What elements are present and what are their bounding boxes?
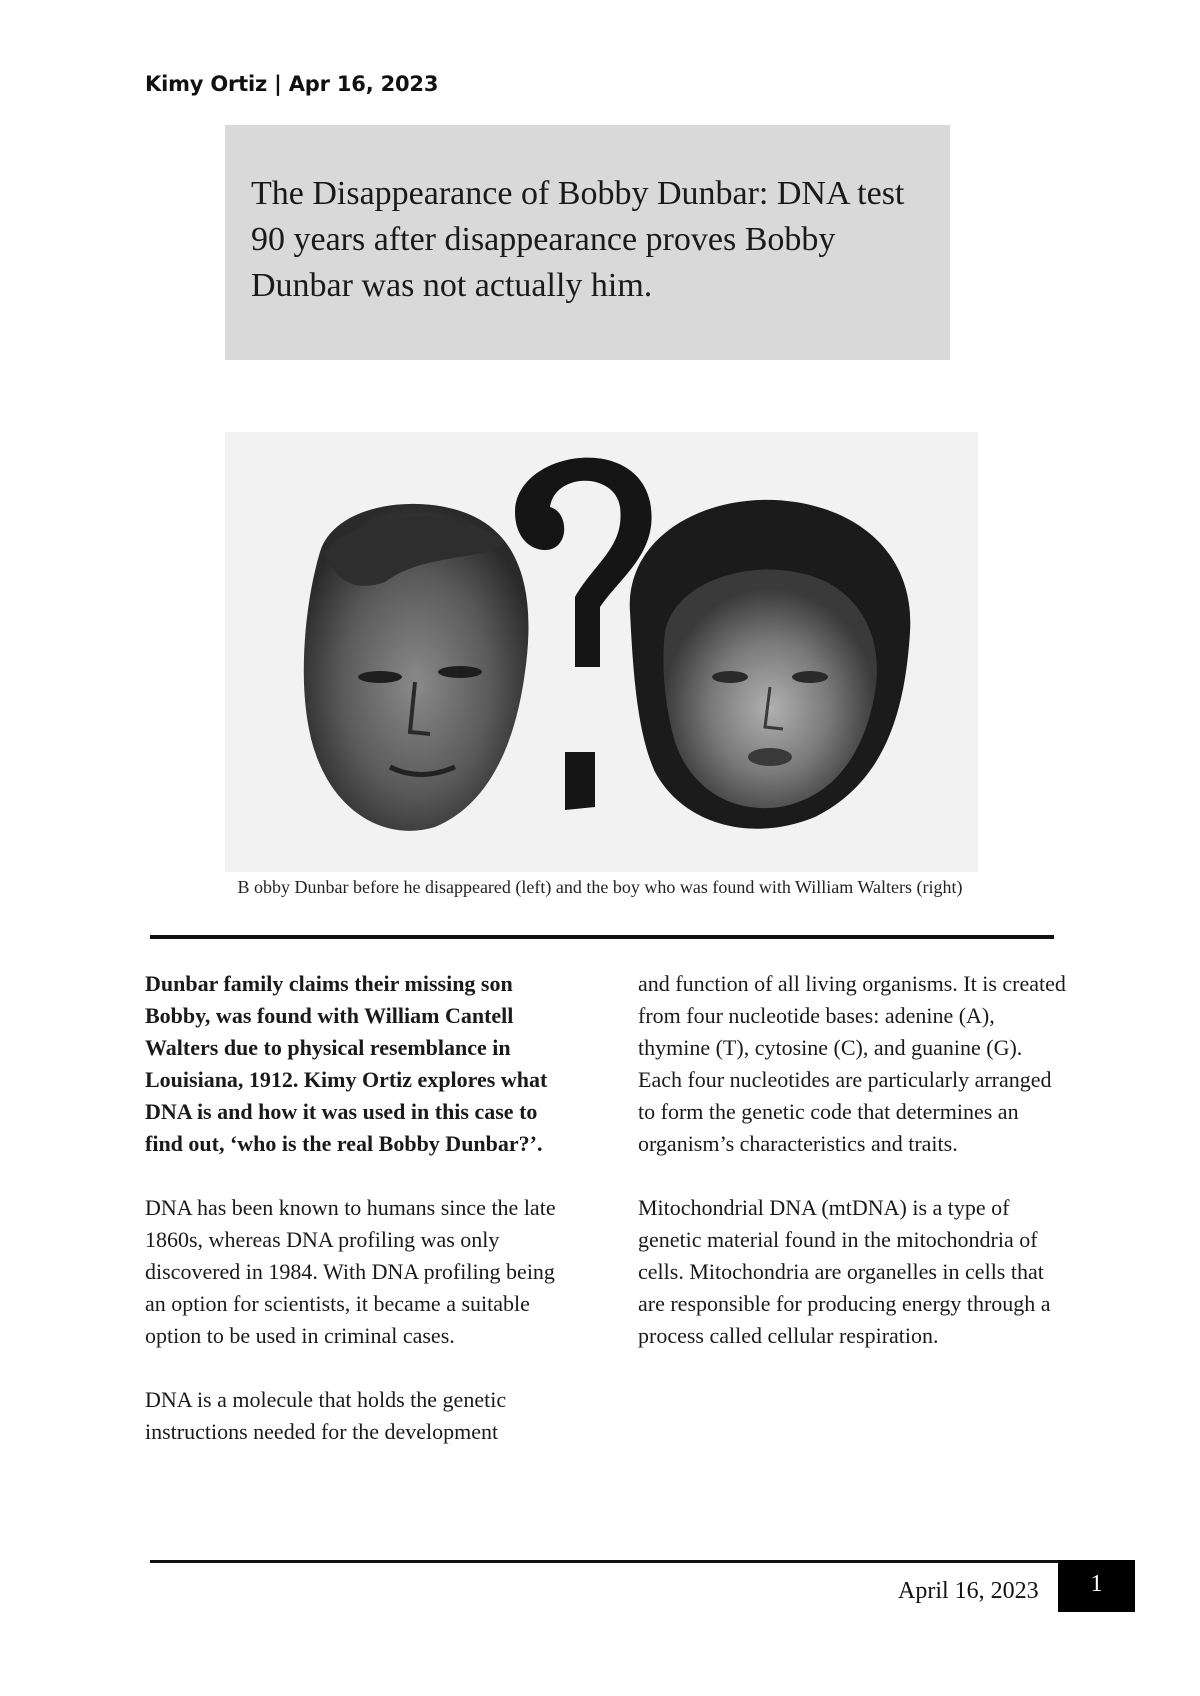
article-paragraph: DNA is a molecule that holds the genetic instructions needed for the development: [145, 1387, 507, 1444]
divider: [150, 935, 1054, 939]
article-paragraph: Mitochondrial DNA (mtDNA) is a type of genetic material found in the mitochondria of cells. Mitochondria are organelles in cells that are responsible for producing energy through a process called cellular respiration.: [638, 1195, 1051, 1348]
page-number: 1: [1058, 1560, 1135, 1612]
headline: The Disappearance of Bobby Dunbar: DNA test 90 years after disappearance proves Bobby Dunbar was not actually him.: [251, 175, 905, 304]
article-lede: Dunbar family claims their missing son Bobby, was found with William Cantell Walters due to physical resemblance in Louisiana, 1912. Kimy Ortiz explores what DNA is and how it was used in this case to find out, ‘who is the real Bobby Dunbar?’.: [145, 971, 548, 1156]
footer-date: April 16, 2023: [898, 1578, 1039, 1604]
byline: Kimy Ortiz | Apr 16, 2023: [145, 72, 439, 96]
headline-box: [225, 125, 950, 360]
photo-caption: B obby Dunbar before he disappeared (left) and the boy who was found with William Walters (right): [237, 877, 963, 897]
article-paragraph: DNA has been known to humans since the late 1860s, whereas DNA profiling was only discovered in 1984. With DNA profiling being an option for scientists, it became a suitable option to be used in criminal cases.: [145, 1195, 556, 1348]
column-right: [638, 968, 1068, 1384]
column-left: [145, 968, 570, 1480]
article-paragraph: and function of all living organisms. It is created from four nucleotide bases: adenine (A), thymine (T), cytosine (C), and guanine (G). Each four nucleotides are particularly arranged to form the genetic code that determines an organism’s characteristics and traits.: [638, 971, 1066, 1156]
article-photo: [225, 432, 978, 872]
footer-divider: [150, 1560, 1135, 1563]
